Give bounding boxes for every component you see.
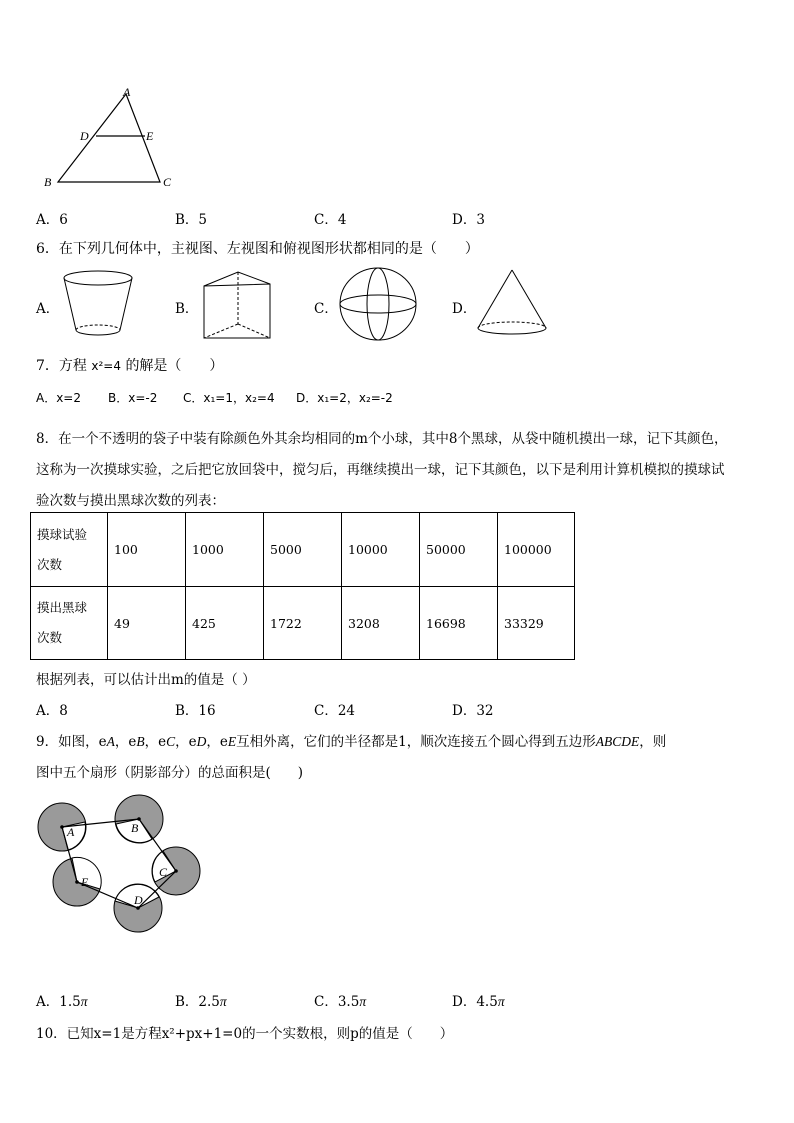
q8-option-d[interactable]: D．32 xyxy=(452,703,494,719)
table-row xyxy=(31,587,575,660)
q7-equation: x²=4 xyxy=(91,359,121,373)
q7-option-c[interactable]: C．x₁=1，x₂=4 xyxy=(183,391,275,405)
table-cell: 33329 xyxy=(498,587,575,660)
q9-option-b[interactable]: B．2.5π xyxy=(175,994,227,1010)
label-e: E xyxy=(146,129,154,143)
table-cell: 10000 xyxy=(342,513,420,587)
circle-d-name: D xyxy=(196,734,207,749)
q10-stem: 10．已知x=1是方程x²+px+1=0的一个实数根，则p的值是（ ） xyxy=(36,1026,454,1042)
table-cell: 3208 xyxy=(342,587,420,660)
table-cell: 425 xyxy=(186,587,264,660)
table-cell: 49 xyxy=(108,587,186,660)
table-cell: 100 xyxy=(108,513,186,587)
q5-option-d[interactable]: D．3 xyxy=(452,212,485,228)
q6-option-a-letter[interactable]: A． xyxy=(36,301,60,317)
fig-label-d: D xyxy=(134,893,143,907)
table-cell: 50000 xyxy=(420,513,498,587)
circle-e-name: E xyxy=(227,734,237,749)
q5-option-c[interactable]: C．4 xyxy=(314,212,347,228)
q7-option-d[interactable]: D．x₁=2，x₂=-2 xyxy=(296,391,393,405)
q5-option-a[interactable]: A．6 xyxy=(36,212,68,228)
circle-c-name: C xyxy=(166,734,176,749)
label-b: B xyxy=(44,175,52,189)
q8-option-a[interactable]: A．8 xyxy=(36,703,68,719)
sphere-icon xyxy=(336,266,420,342)
pentagon-name: ABCDE xyxy=(595,734,640,749)
table-cell: 16698 xyxy=(420,587,498,660)
cone-icon xyxy=(474,268,550,340)
table-cell: 100000 xyxy=(498,513,575,587)
q6-option-d-letter[interactable]: D． xyxy=(452,301,477,317)
q8-line-3: 验次数与摸出黑球次数的列表： xyxy=(36,493,225,509)
trial-table xyxy=(30,512,575,660)
q8-after: 根据列表，可以估计出m的值是（ ） xyxy=(36,672,256,688)
q6-option-b-letter[interactable]: B． xyxy=(175,301,199,317)
q8-line-2: 这称为一次摸球实验，之后把它放回袋中，搅匀后，再继续摸出一球，记下其颜色，以下是利用计算机模拟的摸球试 xyxy=(36,462,725,478)
q7-stem-rest: 的解是（ ） xyxy=(125,358,224,374)
fig-label-c: C xyxy=(159,865,168,879)
q5-option-b[interactable]: B．5 xyxy=(175,212,208,228)
q9-option-d[interactable]: D．4.5π xyxy=(452,994,505,1010)
five-circles-figure xyxy=(30,790,210,950)
q6-stem: 6．在下列几何体中，主视图、左视图和俯视图形状都相同的是（ ） xyxy=(36,241,479,257)
q9-line-1: 9．如图，eA，eB，eC，eD，eE互相外离，它们的半径都是1，顺次连接五个圆心得到五边形ABCDE，则 xyxy=(36,734,667,750)
q8-option-b[interactable]: B．16 xyxy=(175,703,216,719)
q9-option-c[interactable]: C．3.5π xyxy=(314,994,367,1010)
q7-stem xyxy=(36,355,223,375)
q9-line-2: 图中五个扇形（阴影部分）的总面积是( ) xyxy=(36,765,304,781)
q9-option-a[interactable]: A．1.5π xyxy=(36,994,88,1010)
circle-b-name: B xyxy=(136,734,145,749)
table-cell: 1722 xyxy=(264,587,342,660)
label-c: C xyxy=(163,175,172,189)
fig-label-b: B xyxy=(131,821,139,835)
fig-label-e: E xyxy=(81,875,89,889)
q6-option-c-letter[interactable]: C． xyxy=(314,301,338,317)
triangular-prism-icon xyxy=(198,268,278,342)
circle-a-name: A xyxy=(106,734,115,749)
table-header-cell: 摸球试验 次数 xyxy=(31,513,108,587)
q7-option-a[interactable]: A．x=2 xyxy=(36,391,82,405)
triangle-figure xyxy=(38,84,188,194)
q8-line-1: 8．在一个不透明的袋子中装有除颜色外其余均相同的m个小球，其中8个黑球，从袋中随机摸出一球，记下其颜色， xyxy=(36,431,728,447)
q7-option-b[interactable]: B．x=-2 xyxy=(108,391,158,405)
fig-label-a: A xyxy=(67,825,75,839)
table-cell: 1000 xyxy=(186,513,264,587)
q8-option-c[interactable]: C．24 xyxy=(314,703,356,719)
label-a: A xyxy=(123,85,131,99)
frustum-cup-icon xyxy=(60,268,136,340)
table-row xyxy=(31,513,575,587)
table-cell: 5000 xyxy=(264,513,342,587)
label-d: D xyxy=(80,129,89,143)
q7-stem-num: 7．方程 xyxy=(36,358,87,374)
table-header-cell: 摸出黑球 次数 xyxy=(31,587,108,660)
